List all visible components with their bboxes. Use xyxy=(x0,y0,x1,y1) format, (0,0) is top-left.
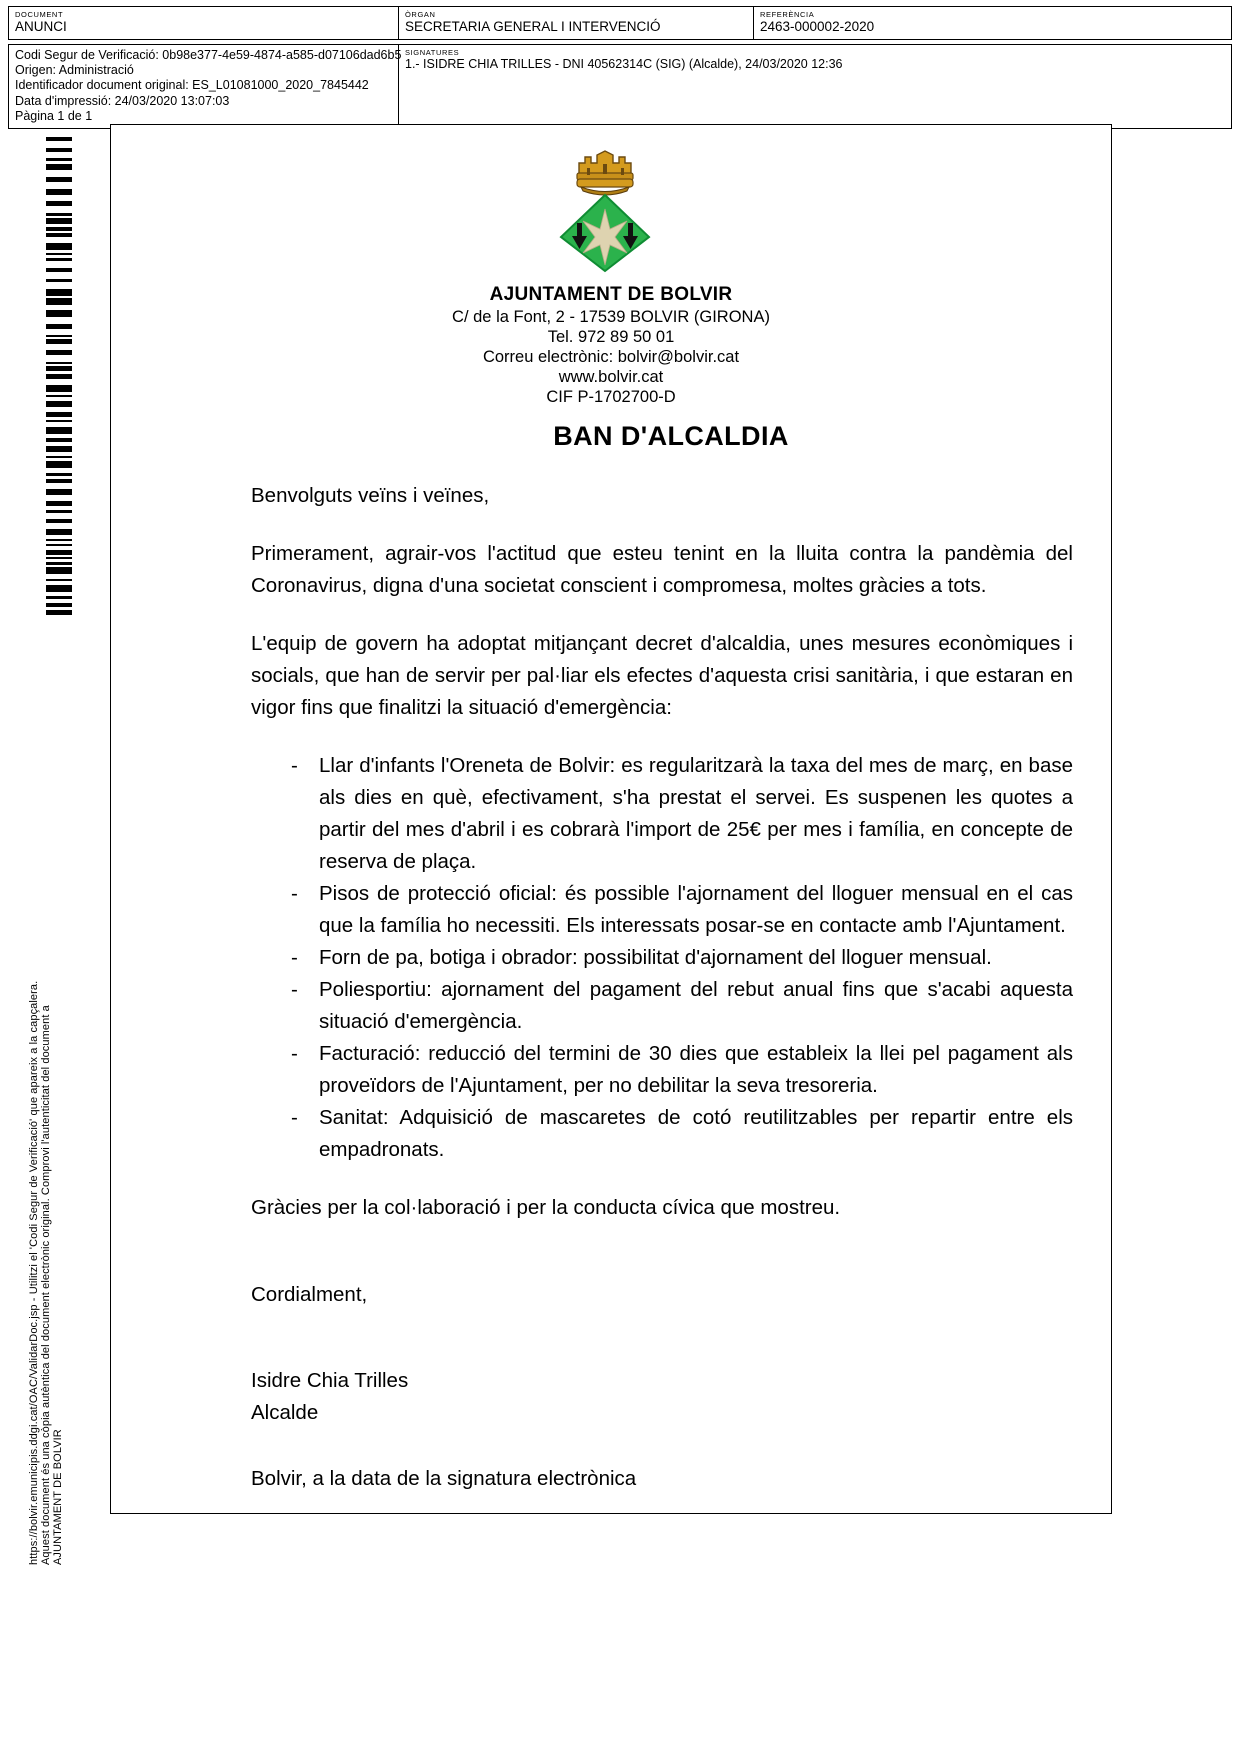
metadata-value-reference: 2463-000002-2020 xyxy=(760,19,875,34)
metadata-cell-signatures xyxy=(399,45,1231,128)
letterhead-address: C/ de la Font, 2 - 17539 BOLVIR (GIRONA) xyxy=(452,308,770,326)
signer-role: Alcalde xyxy=(251,1401,319,1424)
metadata-label-organ: ÒRGAN xyxy=(405,10,436,19)
metadata-label-signatures: SIGNATURES xyxy=(405,48,460,57)
signer-name: Isidre Chia Trilles xyxy=(251,1369,409,1392)
left-margin-column xyxy=(0,125,108,1745)
letterhead-organization: AJUNTAMENT DE BOLVIR xyxy=(489,284,733,305)
letterhead-email: Correu electrònic: bolvir@bolvir.cat xyxy=(482,348,740,366)
list-item: - Facturació: reducció del termini de 30 dies que estableix la llei pel pagament als proveïdors de l'Ajuntament, per no debilitar la seva tresoreria. xyxy=(287,1038,1073,1102)
list-item: - Sanitat: Adquisició de mascaretes de cotó reutilitzables per repartir entre els empadronats. xyxy=(287,1102,1073,1166)
metadata-cell-reference xyxy=(754,7,1231,39)
metadata-cell-verification xyxy=(9,45,402,128)
vertical-line-organization: AJUNTAMENT DE BOLVIR xyxy=(52,1429,64,1565)
metadata-value-document: ANUNCI xyxy=(15,19,67,34)
coat-of-arms xyxy=(111,125,1111,277)
metadata-cell-organ xyxy=(399,7,754,39)
page-number-line: Pàgina 1 de 1 xyxy=(15,108,93,123)
original-document-id-line: Identificador document original: ES_L01081000_2020_7845442 xyxy=(15,78,369,93)
print-date-line: Data d'impressió: 24/03/2020 13:07:03 xyxy=(15,93,230,108)
sign-off: Cordialment, xyxy=(251,1282,368,1306)
metadata-table-row1 xyxy=(8,6,1232,40)
list-item: - Pisos de protecció oficial: és possible l'ajornament del lloguer mensual en el cas que la família ho necessiti. Els interessats posar-se en contacte amb l'Ajuntament. xyxy=(287,878,1073,942)
origin-line: Origen: Administració xyxy=(15,63,134,78)
letterhead-cif: CIF P-1702700-D xyxy=(546,388,676,406)
document-page xyxy=(110,124,1112,1514)
metadata-label-reference: REFERÈNCIA xyxy=(760,10,815,19)
letterhead-phone: Tel. 972 89 50 01 xyxy=(547,328,675,346)
vertical-line-authenticity: Aquest document és una còpia autèntica del document electrònic original. Comprovi l'autenticitat del document a xyxy=(40,1005,52,1565)
metadata-cell-document xyxy=(9,7,399,39)
document-metadata-header xyxy=(0,0,1240,129)
metadata-table-row2 xyxy=(8,44,1232,129)
vertical-validation-text xyxy=(18,965,78,1565)
page-title: BAN D'ALCALDIA xyxy=(553,421,789,451)
letterhead-website: www.bolvir.cat xyxy=(558,368,664,386)
list-item: - Llar d'infants l'Oreneta de Bolvir: es regularitzarà la taxa del mes de març, en base als dies en què, efectivament, s'ha prestat el servei. Es suspenen les quotes a partir del mes d'abril i es cobrarà l'import de 25€ per mes i família, en concepte de reserva de plaça. xyxy=(287,750,1073,878)
place-and-date: Bolvir, a la data de la signatura electrònica xyxy=(251,1467,637,1490)
letterhead xyxy=(111,283,1111,407)
paragraph-thanks-attitude: Primerament, agrair-vos l'actitud que esteu tenint en la lluita contra la pandèmia del Coronavirus, digna d'una societat conscient i compromesa, moltes gràcies a tots. xyxy=(251,542,1073,597)
metadata-value-organ: SECRETARIA GENERAL I INTERVENCIÓ xyxy=(405,19,661,34)
verification-code-line: Codi Segur de Verificació: 0b98e377-4e59-4874-a585-d07106dad6b5 xyxy=(15,48,402,62)
document-body xyxy=(111,452,1111,1495)
paragraph-measures-intro: L'equip de govern ha adoptat mitjançant decret d'alcaldia, unes mesures econòmiques i socials, que han de servir per pal·liar els efectes d'aquesta crisi sanitària, i que estaran en vigor fins que finalitzi la situació d'emergència: xyxy=(251,632,1073,719)
measures-list xyxy=(251,750,1073,1166)
vertical-line-validation-url: https://bolvir.emunicipis.ddgi.cat/OAC/ValidarDoc.jsp - Utilitzi el 'Codi Segur de Verificació' que apareix a la capçalera. xyxy=(28,980,40,1565)
coat-of-arms-icon xyxy=(551,137,671,277)
crown-icon xyxy=(577,151,633,195)
list-item: - Poliesportiu: ajornament del pagament del rebut anual fins que s'acabi aquesta situació d'emergència. xyxy=(287,974,1073,1038)
verification-barcode xyxy=(46,137,72,617)
salutation: Benvolguts veïns i veïnes, xyxy=(251,484,490,507)
list-item: - Forn de pa, botiga i obrador: possibilitat d'ajornament del lloguer mensual. xyxy=(287,942,1073,974)
metadata-label-document: DOCUMENT xyxy=(15,10,64,19)
signature-entry: 1.- ISIDRE CHIA TRILLES - DNI 40562314C (SIG) (Alcalde), 24/03/2020 12:36 xyxy=(405,57,843,71)
paragraph-thanks-collaboration: Gràcies per la col·laboració i per la conducta cívica que mostreu. xyxy=(251,1196,841,1219)
shield-lozenge xyxy=(561,195,649,271)
